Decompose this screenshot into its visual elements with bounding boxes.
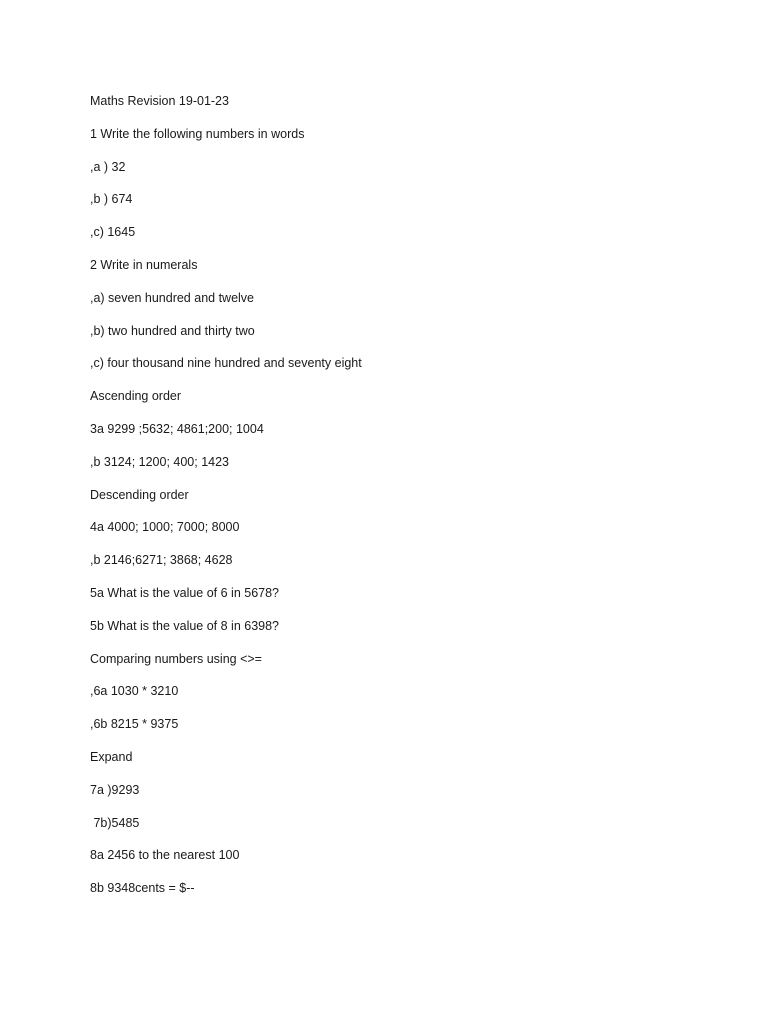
question-1a: ,a ) 32	[90, 159, 126, 174]
question-5b: 5b What is the value of 8 in 6398?	[90, 618, 280, 633]
question-3b: ,b 3124; 1200; 400; 1423	[90, 454, 230, 469]
document-body	[90, 92, 690, 912]
question-2-heading: 2 Write in numerals	[90, 257, 198, 272]
question-2a: ,a) seven hundred and twelve	[90, 290, 254, 305]
document-title: Maths Revision 19-01-23	[90, 94, 229, 108]
question-4b: ,b 2146;6271; 3868; 4628	[90, 553, 233, 568]
section-heading-comparing: Comparing numbers using <>=	[90, 651, 262, 666]
section-heading-expand: Expand	[90, 749, 133, 764]
question-3a: 3a 9299 ;5632; 4861;200; 1004	[90, 421, 264, 436]
question-7b: 7b)5485	[90, 815, 140, 830]
question-4a: 4a 4000; 1000; 7000; 8000	[90, 520, 240, 535]
question-1-heading: 1 Write the following numbers in words	[90, 126, 305, 141]
question-7a: 7a )9293	[90, 782, 140, 797]
question-8b: 8b 9348cents = $--	[90, 881, 195, 896]
question-6a: ,6a 1030 * 3210	[90, 684, 179, 699]
question-1b: ,b ) 674	[90, 192, 133, 207]
section-heading-ascending: Ascending order	[90, 389, 182, 404]
section-heading-descending: Descending order	[90, 487, 189, 502]
question-2b: ,b) two hundred and thirty two	[90, 323, 255, 338]
question-8a: 8a 2456 to the nearest 100	[90, 848, 240, 863]
question-1c: ,c) 1645	[90, 225, 136, 240]
question-5a: 5a What is the value of 6 in 5678?	[90, 585, 280, 600]
question-2c: ,c) four thousand nine hundred and seventy eight	[90, 356, 362, 371]
question-6b: ,6b 8215 * 9375	[90, 717, 179, 732]
